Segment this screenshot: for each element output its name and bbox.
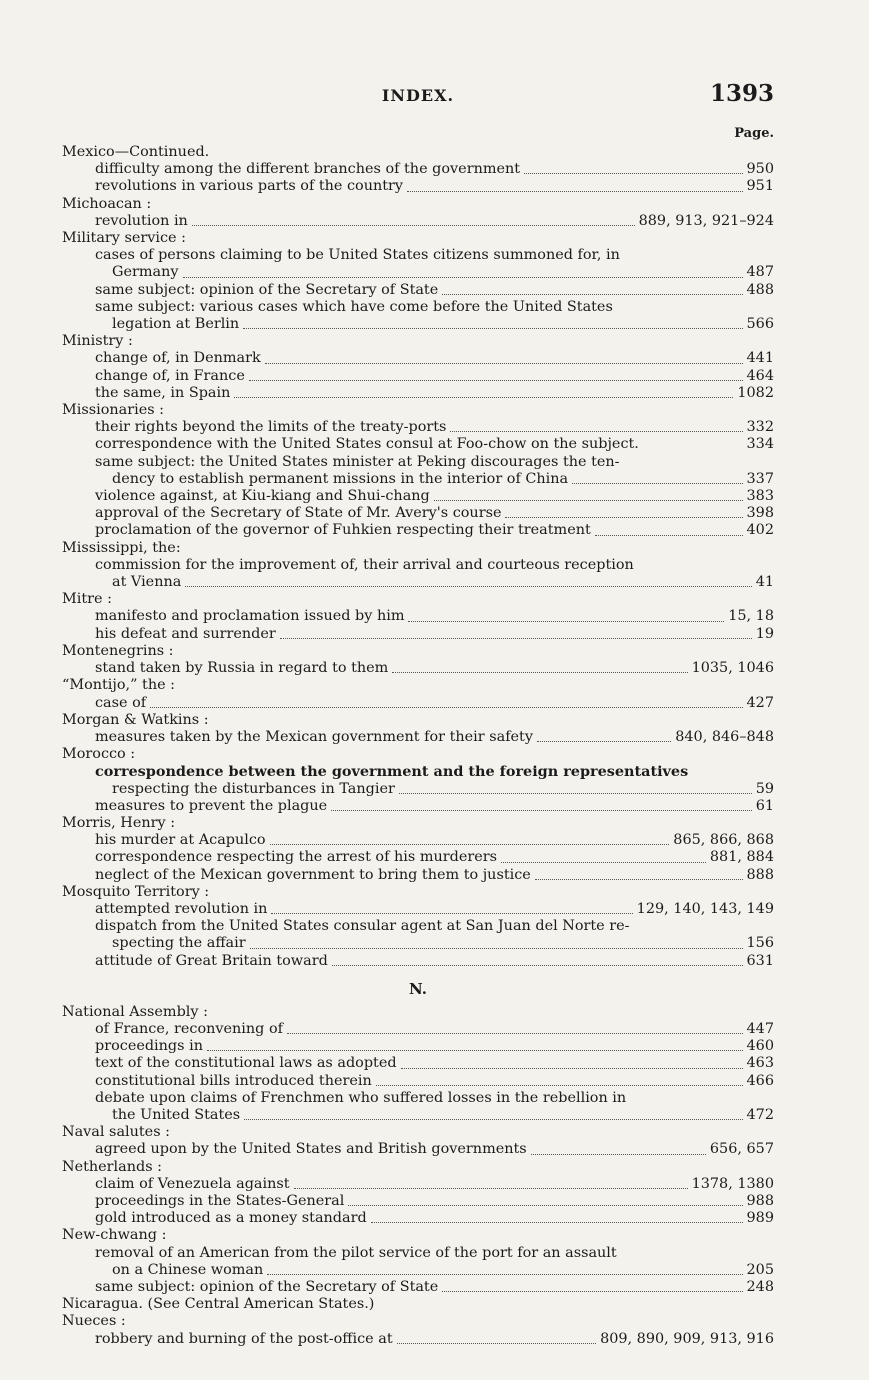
- page-reference: 889, 913, 921–924: [638, 212, 774, 229]
- index-entry: cases of persons claiming to be United States citizens summoned for, in: [95, 247, 620, 264]
- index-entry: same subject: opinion of the Secretary of State 248: [95, 1279, 774, 1295]
- index-entry: measures to prevent the plague 61: [95, 797, 774, 814]
- page-reference: 334: [746, 436, 774, 453]
- index-entry: neglect of the Mexican government to bring them to justice 888: [95, 866, 774, 883]
- index-heading: Michoacan :: [62, 195, 152, 212]
- page-reference: 129, 140, 143, 149: [636, 900, 774, 917]
- index-entry: commission for the improvement of, their arrival and courteous reception: [95, 556, 634, 573]
- index-entry: robbery and burning of the post-office at 809, 890, 909, 913, 916: [95, 1330, 774, 1347]
- page-reference: 460: [746, 1038, 774, 1055]
- section-letter-n: N.: [409, 979, 427, 998]
- index-entry: measures taken by the Mexican government for their safety 840, 846–848: [95, 728, 774, 745]
- index-entry: same subject: various cases which have come before the United States: [95, 298, 613, 315]
- index-entry: difficulty among the different branches of the government 950: [95, 161, 774, 178]
- index-entry: gold introduced as a money standard 989: [95, 1210, 774, 1227]
- index-entry: approval of the Secretary of State of Mr. Avery's course 398: [95, 505, 774, 522]
- index-heading: Mitre :: [62, 591, 112, 608]
- index-entry: the same, in Spain 1082: [95, 384, 774, 401]
- index-heading: Missionaries :: [62, 402, 165, 419]
- page-reference: 656, 657: [709, 1141, 774, 1158]
- page-reference: 383: [746, 488, 774, 505]
- page-reference: 1378, 1380: [691, 1175, 774, 1192]
- page-reference: 248: [746, 1279, 774, 1295]
- page-reference: 488: [746, 281, 774, 298]
- index-heading: Montenegrins :: [62, 642, 174, 659]
- page-reference: 337: [746, 470, 774, 487]
- page-reference: 881, 884: [709, 849, 774, 866]
- index-entry: dispatch from the United States consular agent at San Juan del Norte re-: [95, 918, 630, 935]
- index-heading: National Assembly :: [62, 1003, 208, 1020]
- page-reference: 865, 866, 868: [673, 832, 774, 849]
- index-entry: of France, reconvening of 447: [95, 1020, 774, 1037]
- index-entry: stand taken by Russia in regard to them 1035, 1046: [95, 660, 774, 677]
- index-entry-continuation: specting the affair 156: [112, 935, 774, 952]
- page-reference: 989: [746, 1210, 774, 1227]
- page-reference: 472: [746, 1106, 774, 1123]
- index-heading: New-chwang :: [62, 1227, 167, 1244]
- index-heading: Netherlands :: [62, 1158, 163, 1175]
- index-entry: correspondence respecting the arrest of his murderers 881, 884: [95, 849, 774, 866]
- page-reference: 332: [746, 419, 774, 436]
- page-column-label: Page.: [734, 126, 774, 141]
- index-page: [62, 80, 774, 1348]
- page-reference: 988: [746, 1192, 774, 1209]
- page-reference: 840, 846–848: [675, 728, 774, 745]
- page-reference: 466: [746, 1072, 774, 1089]
- page-reference: 427: [746, 694, 774, 711]
- index-entries-m: [62, 144, 774, 970]
- index-heading: “Montijo,” the :: [62, 677, 176, 694]
- index-entry: change of, in Denmark 441: [95, 350, 774, 367]
- page-reference: 15, 18: [728, 608, 774, 625]
- index-entry: proceedings in 460: [95, 1038, 774, 1055]
- index-entry-continuation: legation at Berlin 566: [112, 316, 774, 333]
- page-reference: 1035, 1046: [691, 660, 774, 677]
- page-reference: 156: [746, 935, 774, 952]
- index-entry: agreed upon by the United States and British governments 656, 657: [95, 1141, 774, 1158]
- page-reference: 398: [746, 505, 774, 522]
- index-entry-continuation: Germany 487: [112, 264, 774, 281]
- page-header: [62, 80, 774, 126]
- index-heading: Morgan & Watkins :: [62, 711, 209, 728]
- page-title: INDEX.: [381, 86, 455, 105]
- index-entry-continuation: respecting the disturbances in Tangier 59: [112, 780, 774, 797]
- index-entry: same subject: the United States minister at Peking discourages the ten-: [95, 453, 620, 470]
- index-heading: Nueces :: [62, 1313, 126, 1330]
- page-reference: 809, 890, 909, 913, 916: [600, 1330, 774, 1347]
- index-entry-continuation: the United States 472: [112, 1106, 774, 1123]
- page-reference: 61: [755, 797, 774, 814]
- index-heading: Morocco :: [62, 746, 136, 763]
- page-reference: 566: [746, 316, 774, 333]
- index-entry: manifesto and proclamation issued by him 15, 18: [95, 608, 774, 625]
- index-entry: claim of Venezuela against 1378, 1380: [95, 1175, 774, 1192]
- page-reference: 951: [746, 178, 774, 195]
- page-reference: 41: [755, 574, 774, 591]
- page-reference: 441: [746, 350, 774, 367]
- page-reference: 487: [746, 264, 774, 281]
- index-heading: Ministry :: [62, 333, 133, 350]
- index-entry: proceedings in the States-General 988: [95, 1192, 774, 1209]
- index-entry: his murder at Acapulco 865, 866, 868: [95, 832, 774, 849]
- page-reference: 1082: [737, 384, 774, 401]
- page-reference: 950: [746, 161, 774, 178]
- index-entry: correspondence with the United States consul at Foo-chow on the subject. 334: [95, 436, 774, 453]
- index-entry: correspondence between the government and the foreign representatives: [95, 763, 689, 781]
- page-reference: 464: [746, 367, 774, 384]
- page-reference: 19: [755, 625, 774, 642]
- index-heading: Mexico—Continued.: [62, 144, 210, 160]
- index-entry-continuation: on a Chinese woman 205: [112, 1261, 774, 1278]
- index-heading: Military service :: [62, 230, 186, 247]
- page-reference: 402: [746, 522, 774, 539]
- index-entry: proclamation of the governor of Fuhkien respecting their treatment 402: [95, 522, 774, 539]
- page-reference: 205: [746, 1261, 774, 1278]
- page-number: 1393: [709, 80, 774, 107]
- index-entry: constitutional bills introduced therein 466: [95, 1072, 774, 1089]
- index-entry: revolutions in various parts of the country 951: [95, 178, 774, 195]
- index-entry: debate upon claims of Frenchmen who suffered losses in the rebellion in: [95, 1089, 627, 1106]
- page-reference: 463: [746, 1055, 774, 1072]
- index-heading: Mosquito Territory :: [62, 883, 210, 900]
- index-entry: violence against, at Kiu-kiang and Shui-chang 383: [95, 488, 774, 505]
- page-reference: 888: [746, 866, 774, 883]
- page-reference: 447: [746, 1020, 774, 1037]
- index-entry: attempted revolution in 129, 140, 143, 149: [95, 900, 774, 917]
- index-heading: Morris, Henry :: [62, 814, 176, 831]
- index-entry: attitude of Great Britain toward 631: [95, 952, 774, 969]
- page-reference: 631: [746, 952, 774, 969]
- index-heading: Nicaragua. (See Central American States.): [62, 1296, 375, 1313]
- index-entry: same subject: opinion of the Secretary of State 488: [95, 281, 774, 298]
- index-entry-continuation: at Vienna 41: [112, 574, 774, 591]
- index-entry: his defeat and surrender 19: [95, 625, 774, 642]
- index-heading: Mississippi, the:: [62, 539, 181, 556]
- index-heading: Naval salutes :: [62, 1124, 171, 1141]
- index-entry: case of 427: [95, 694, 774, 711]
- index-entry: revolution in 889, 913, 921–924: [95, 212, 774, 229]
- index-entry-continuation: dency to establish permanent missions in the interior of China 337: [112, 470, 774, 487]
- index-entry: their rights beyond the limits of the treaty-ports 332: [95, 419, 774, 436]
- index-entry: change of, in France 464: [95, 367, 774, 384]
- index-entry: removal of an American from the pilot service of the port for an assault: [95, 1244, 617, 1261]
- index-entry: text of the constitutional laws as adopted 463: [95, 1055, 774, 1072]
- index-entries-n: [62, 1004, 774, 1348]
- page-reference: 59: [755, 780, 774, 797]
